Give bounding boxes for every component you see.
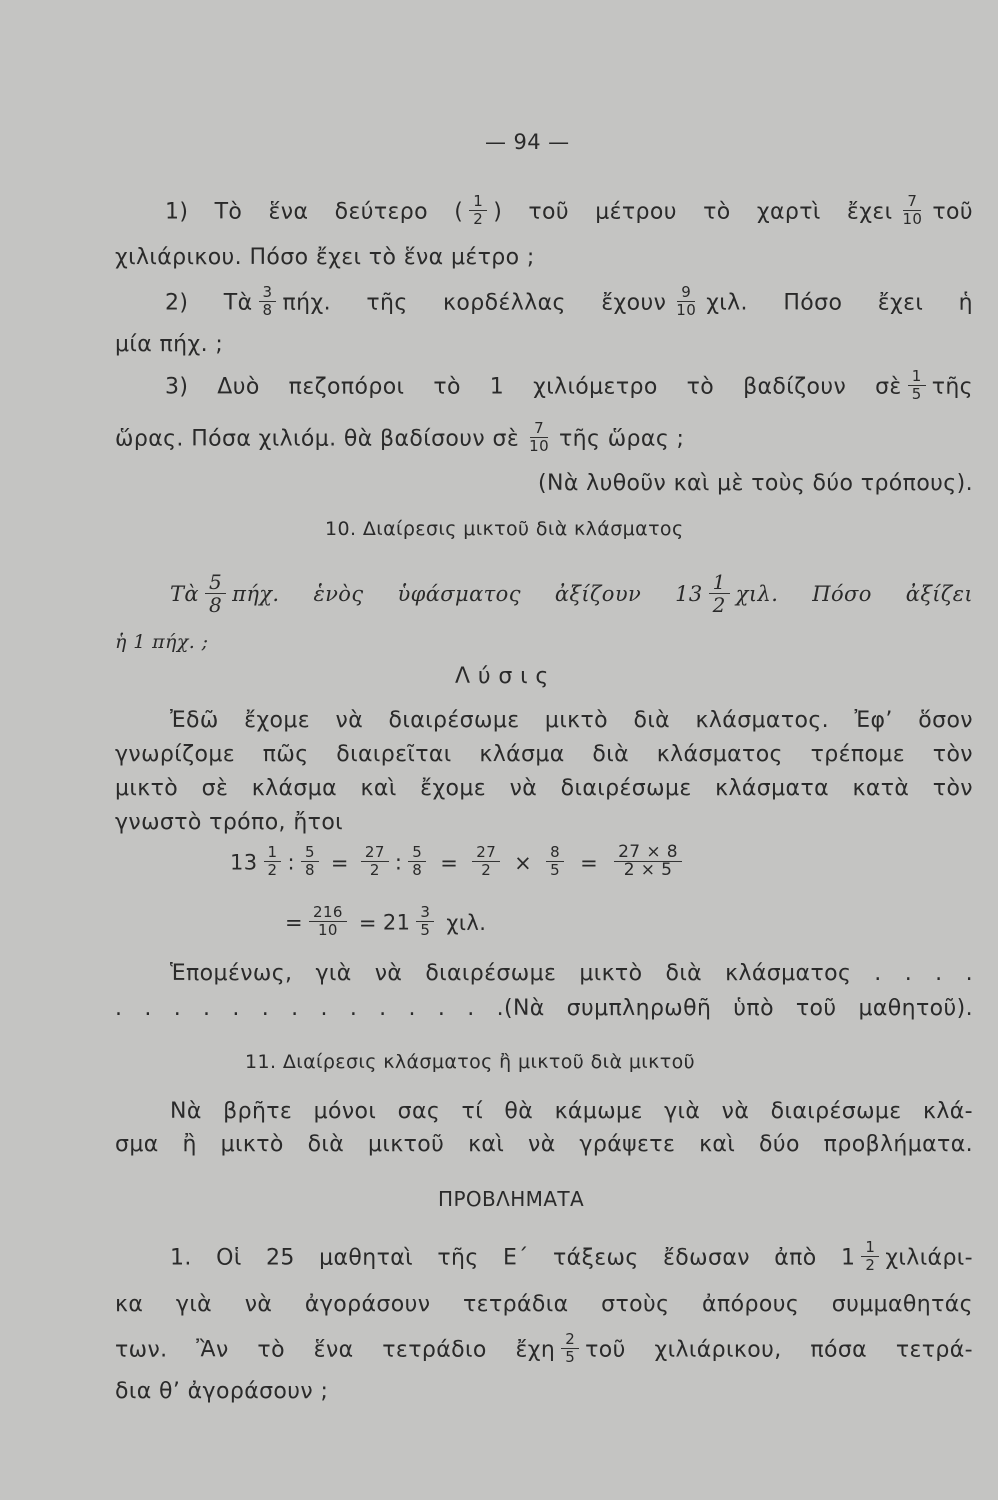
problems-1-line-2: κα γιὰ νὰ ἀγοράσουν τετράδια στοὺς ἀπόρους συμμαθητάς bbox=[115, 1292, 973, 1317]
operator: = bbox=[330, 850, 349, 875]
text: ὥρας. Πόσα χιλιόμ. θὰ βαδίσουν σὲ bbox=[115, 426, 520, 452]
text: πήχ. τῆς κορδέλλας ἔχουν bbox=[282, 290, 667, 316]
fraction bbox=[469, 193, 487, 228]
fraction bbox=[709, 571, 730, 616]
problems-1-line-4: δια θ’ ἀγοράσουν ; bbox=[115, 1379, 329, 1404]
denominator: 8 bbox=[262, 301, 273, 319]
denominator: 2 bbox=[865, 1256, 876, 1274]
text: τοῦ χιλιάρικου, πόσα τετρά- bbox=[585, 1337, 974, 1363]
denominator: 8 bbox=[209, 593, 223, 617]
fraction bbox=[525, 420, 553, 455]
numerator: 9 bbox=[677, 284, 695, 302]
section-11-heading: 11. Διαίρεσις κλάσματος ἢ μικτοῦ διὰ μικτοῦ bbox=[245, 1051, 695, 1073]
equation-line-1 bbox=[230, 842, 688, 881]
solution-title: Λ ύ σ ι ς bbox=[455, 664, 549, 689]
text: τῆς ὥρας ; bbox=[559, 426, 685, 452]
text: Τὰ bbox=[170, 582, 199, 606]
numerator: 27 bbox=[472, 844, 500, 862]
numerator: 7 bbox=[903, 193, 921, 211]
problem-2-line-1 bbox=[165, 283, 973, 321]
numerator: 3 bbox=[259, 284, 277, 302]
numerator: 216 bbox=[309, 904, 347, 922]
operator: × bbox=[514, 850, 533, 875]
denominator: 10 bbox=[676, 301, 697, 319]
text: χιλ. Πόσο ἀξίζει bbox=[735, 582, 974, 606]
fraction bbox=[898, 193, 926, 228]
numerator: 5 bbox=[205, 571, 226, 594]
denominator: 2 bbox=[712, 593, 726, 617]
section-11-line-2: σμα ἢ μικτὸ διὰ μικτοῦ καὶ νὰ γράψετε καὶ δύο προβλήματα. bbox=[115, 1132, 973, 1157]
numerator: 5 bbox=[408, 844, 426, 862]
denominator: 5 bbox=[550, 861, 561, 879]
text: τοῦ bbox=[932, 199, 973, 225]
problem-1-line-2: χιλιάρικου. Πόσο ἔχει τὸ ἕνα μέτρο ; bbox=[115, 245, 535, 270]
denominator: 2 bbox=[473, 210, 484, 228]
denominator: 10 bbox=[529, 437, 550, 455]
fraction bbox=[309, 904, 347, 939]
numerator: 7 bbox=[530, 420, 548, 438]
conclusion-line-1: Ἑπομένως, γιὰ νὰ διαιρέσωμε μικτὸ διὰ κλάσματος . . . . bbox=[170, 961, 973, 986]
fraction bbox=[472, 844, 500, 879]
text: 2) Τὰ bbox=[165, 290, 253, 316]
fraction bbox=[301, 844, 319, 879]
denominator: 2 bbox=[369, 861, 380, 879]
operator: = bbox=[580, 850, 599, 875]
numerator: 8 bbox=[546, 844, 564, 862]
problem-1-line-1 bbox=[165, 192, 973, 230]
operator: = bbox=[285, 910, 303, 935]
fraction bbox=[408, 844, 426, 879]
operator: = bbox=[440, 850, 459, 875]
numerator: 2 bbox=[561, 1331, 579, 1349]
problem-3-line-1 bbox=[165, 367, 973, 405]
text: χιλ. Πόσο ἔχει ἡ bbox=[706, 290, 973, 316]
fraction bbox=[546, 844, 564, 879]
section-10-heading: 10. Διαίρεσις μικτοῦ διὰ κλάσματος bbox=[325, 518, 684, 540]
text: πήχ. ἑνὸς ὑφάσματος ἀξίζουν 13 bbox=[232, 582, 703, 606]
problem-3-note: (Νὰ λυθοῦν καὶ μὲ τοὺς δύο τρόπους). bbox=[538, 471, 973, 496]
text: χιλ. bbox=[446, 910, 487, 935]
numerator: 1 bbox=[264, 844, 282, 862]
text: 21 bbox=[382, 910, 411, 935]
numerator: 1 bbox=[709, 571, 730, 594]
numerator: 5 bbox=[301, 844, 319, 862]
fraction bbox=[614, 844, 682, 879]
denominator: 2 bbox=[481, 861, 492, 879]
solution-line-2: γνωρίζομε πῶς διαιρεῖται κλάσμα διὰ κλάσματος τρέπομε τὸν bbox=[115, 742, 973, 767]
section-11-line-1: Νὰ βρῆτε μόνοι σας τί θὰ κάμωμε γιὰ νὰ διαιρέσωμε κλά- bbox=[170, 1099, 973, 1124]
problem-3-line-2 bbox=[115, 419, 685, 457]
page-number: — 94 — bbox=[485, 130, 570, 154]
text: των. Ἂν τὸ ἕνα τετράδιο ἔχη bbox=[115, 1337, 556, 1363]
fraction bbox=[264, 844, 282, 879]
numerator: 1 bbox=[861, 1239, 879, 1257]
fraction bbox=[259, 284, 277, 319]
text: 3) Δυὸ πεζοπόροι τὸ 1 χιλιόμετρο τὸ βαδίζουν σὲ bbox=[165, 374, 902, 400]
operator: = bbox=[358, 910, 377, 935]
denominator: 2 × 5 bbox=[623, 860, 673, 880]
problems-1-line-1 bbox=[170, 1238, 973, 1276]
operator: : bbox=[287, 850, 295, 875]
denominator: 8 bbox=[304, 861, 315, 879]
fraction bbox=[205, 571, 226, 616]
operator: : bbox=[394, 850, 403, 875]
text: 1. Οἱ 25 μαθηταὶ τῆς Ε΄ τάξεως ἔδωσαν ἀπὸ 1 bbox=[170, 1245, 856, 1271]
denominator: 8 bbox=[412, 861, 423, 879]
denominator: 10 bbox=[317, 921, 338, 939]
fraction bbox=[416, 904, 434, 939]
section-10-problem-line-1 bbox=[170, 570, 974, 618]
fraction bbox=[561, 1331, 579, 1366]
fraction bbox=[861, 1239, 879, 1274]
fraction bbox=[672, 284, 700, 319]
fraction bbox=[361, 844, 389, 879]
solution-line-4: γνωστὸ τρόπο, ἤτοι bbox=[115, 810, 344, 835]
text: ) τοῦ μέτρου τὸ χαρτὶ ἔχει bbox=[493, 199, 893, 225]
denominator: 5 bbox=[565, 1348, 576, 1366]
denominator: 5 bbox=[420, 921, 431, 939]
denominator: 10 bbox=[902, 210, 923, 228]
text: 1) Τὸ ἕνα δεύτερο ( bbox=[165, 199, 464, 225]
section-10-problem-line-2: ἡ 1 πήχ. ; bbox=[115, 631, 209, 653]
solution-line-1: Ἐδῶ ἔχομε νὰ διαιρέσωμε μικτὸ διὰ κλάσματος. Ἐφ’ ὅσον bbox=[170, 708, 973, 733]
problem-2-line-2: μία πήχ. ; bbox=[115, 332, 224, 357]
text: τῆς bbox=[931, 374, 973, 400]
denominator: 2 bbox=[267, 861, 278, 879]
numerator: 27 × 8 bbox=[614, 844, 682, 862]
equation-line-2 bbox=[285, 903, 487, 941]
numerator: 1 bbox=[469, 193, 487, 211]
numerator: 1 bbox=[908, 368, 926, 386]
fraction bbox=[908, 368, 926, 403]
text: χιλιάρι- bbox=[885, 1245, 973, 1271]
text: 13 bbox=[230, 850, 258, 875]
denominator: 5 bbox=[911, 385, 922, 403]
numerator: 27 bbox=[361, 844, 389, 862]
problems-1-line-3 bbox=[115, 1330, 974, 1368]
solution-line-3: μικτὸ σὲ κλάσμα καὶ ἔχομε νὰ διαιρέσωμε κλάσματα κατὰ τὸν bbox=[115, 776, 973, 801]
numerator: 3 bbox=[416, 904, 434, 922]
problems-heading: ΠΡΟΒΛΗΜΑΤΑ bbox=[438, 1187, 585, 1211]
conclusion-line-2: . . . . . . . . . . . . . .(Νὰ συμπληρωθῆ ὑπὸ τοῦ μαθητοῦ). bbox=[115, 996, 973, 1021]
